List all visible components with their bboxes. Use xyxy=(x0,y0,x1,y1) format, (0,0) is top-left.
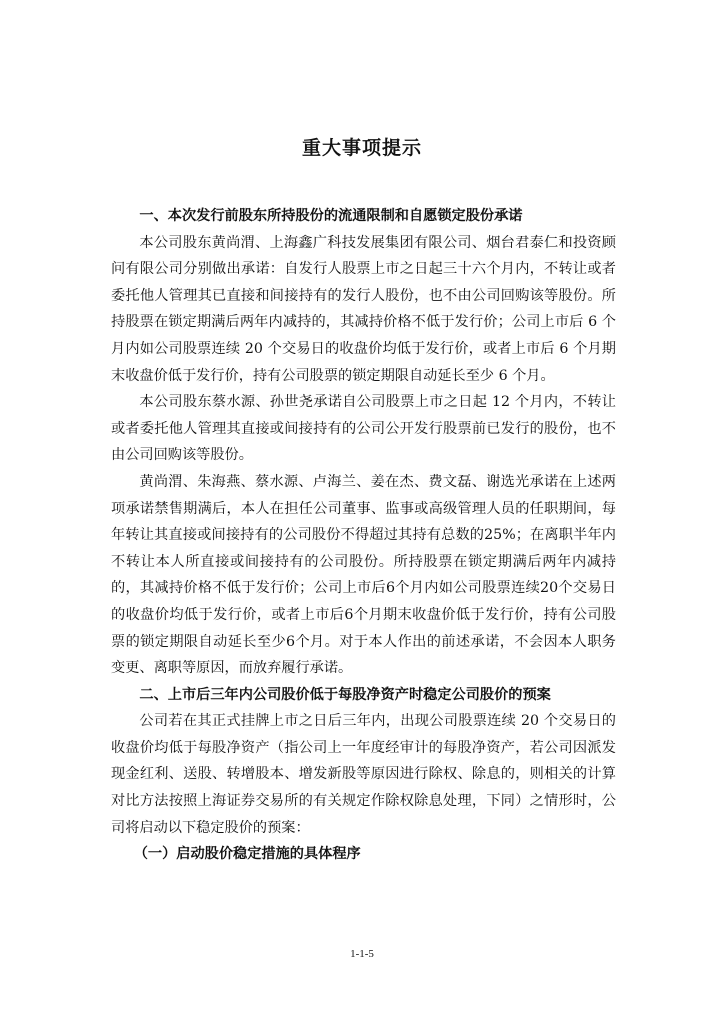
section-1-paragraph-2: 本公司股东蔡水源、孙世尧承诺自公司股票上市之日起 12 个月内，不转让或者委托他人管理其直接或间接持有的公司公开发行股票前已发行的股份，也不由公司回购该等股份。 xyxy=(111,394,616,464)
section-2-subheading: （一）启动股价稳定措施的具体程序 xyxy=(133,846,361,863)
section-2-heading: 二、上市后三年内公司股价低于每股净资产时稳定公司股价的预案 xyxy=(139,686,551,703)
section-2-paragraph-1: 公司若在其正式挂牌上市之日后三年内，出现公司股票连续 20 个交易日的收盘价均低于每股净资产（指公司上一年度经审计的每股净资产，若公司因派发现金红利、送股、转增股本、增发新股等原因进行除权、除息的，则相关的计算对比方法按照上海证券交易所的有关规定作除权除息处理，下同）之情形时，公司将启动以下稳定股价的预案： xyxy=(111,713,616,836)
page-title: 重大事项提示 xyxy=(301,137,422,159)
document-body xyxy=(111,203,616,868)
section-1-paragraph-3: 黄尚渭、朱海燕、蔡水源、卢海兰、姜在杰、费文磊、谢选光承诺在上述两项承诺禁售期满后，本人在担任公司董事、监事或高级管理人员的任职期间，每年转让其直接或间接持有的公司股份不得超过其持有总数的25%；在离职半年内不转让本人所直接或间接持有的公司股份。所持股票在锁定期满后两年内减持的，其减持价格不低于发行价；公司上市后6个月内如公司股票连续20个交易日的收盘价均低于发行价，或者上市后6个月期末收盘价低于发行价，持有公司股票的锁定期限自动延长至少6个月。对于本人作出的前述承诺，不会因本人职务变更、离职等原因，而放弃履行承诺。 xyxy=(111,473,616,677)
section-1-paragraph-1: 本公司股东黄尚渭、上海鑫广科技发展集团有限公司、烟台君泰仁和投资顾问有限公司分别做出承诺：自发行人股票上市之日起三十六个月内，不转让或者委托他人管理其已直接和间接持有的发行人股份，也不由公司回购该等股份。所持股票在锁定期满后两年内减持的，其减持价格不低于发行价；公司上市后 6 个月内如公司股票连续 20 个交易日的收盘价均低于发行价，或者上市后 6 个月期末收盘价低于发行价，持有公司股票的锁定期限自动延长至少 6 个月。 xyxy=(111,234,616,384)
section-1-heading: 一、本次发行前股东所持股份的流通限制和自愿锁定股份承诺 xyxy=(139,208,523,224)
page-number: 1-1-5 xyxy=(350,948,374,960)
